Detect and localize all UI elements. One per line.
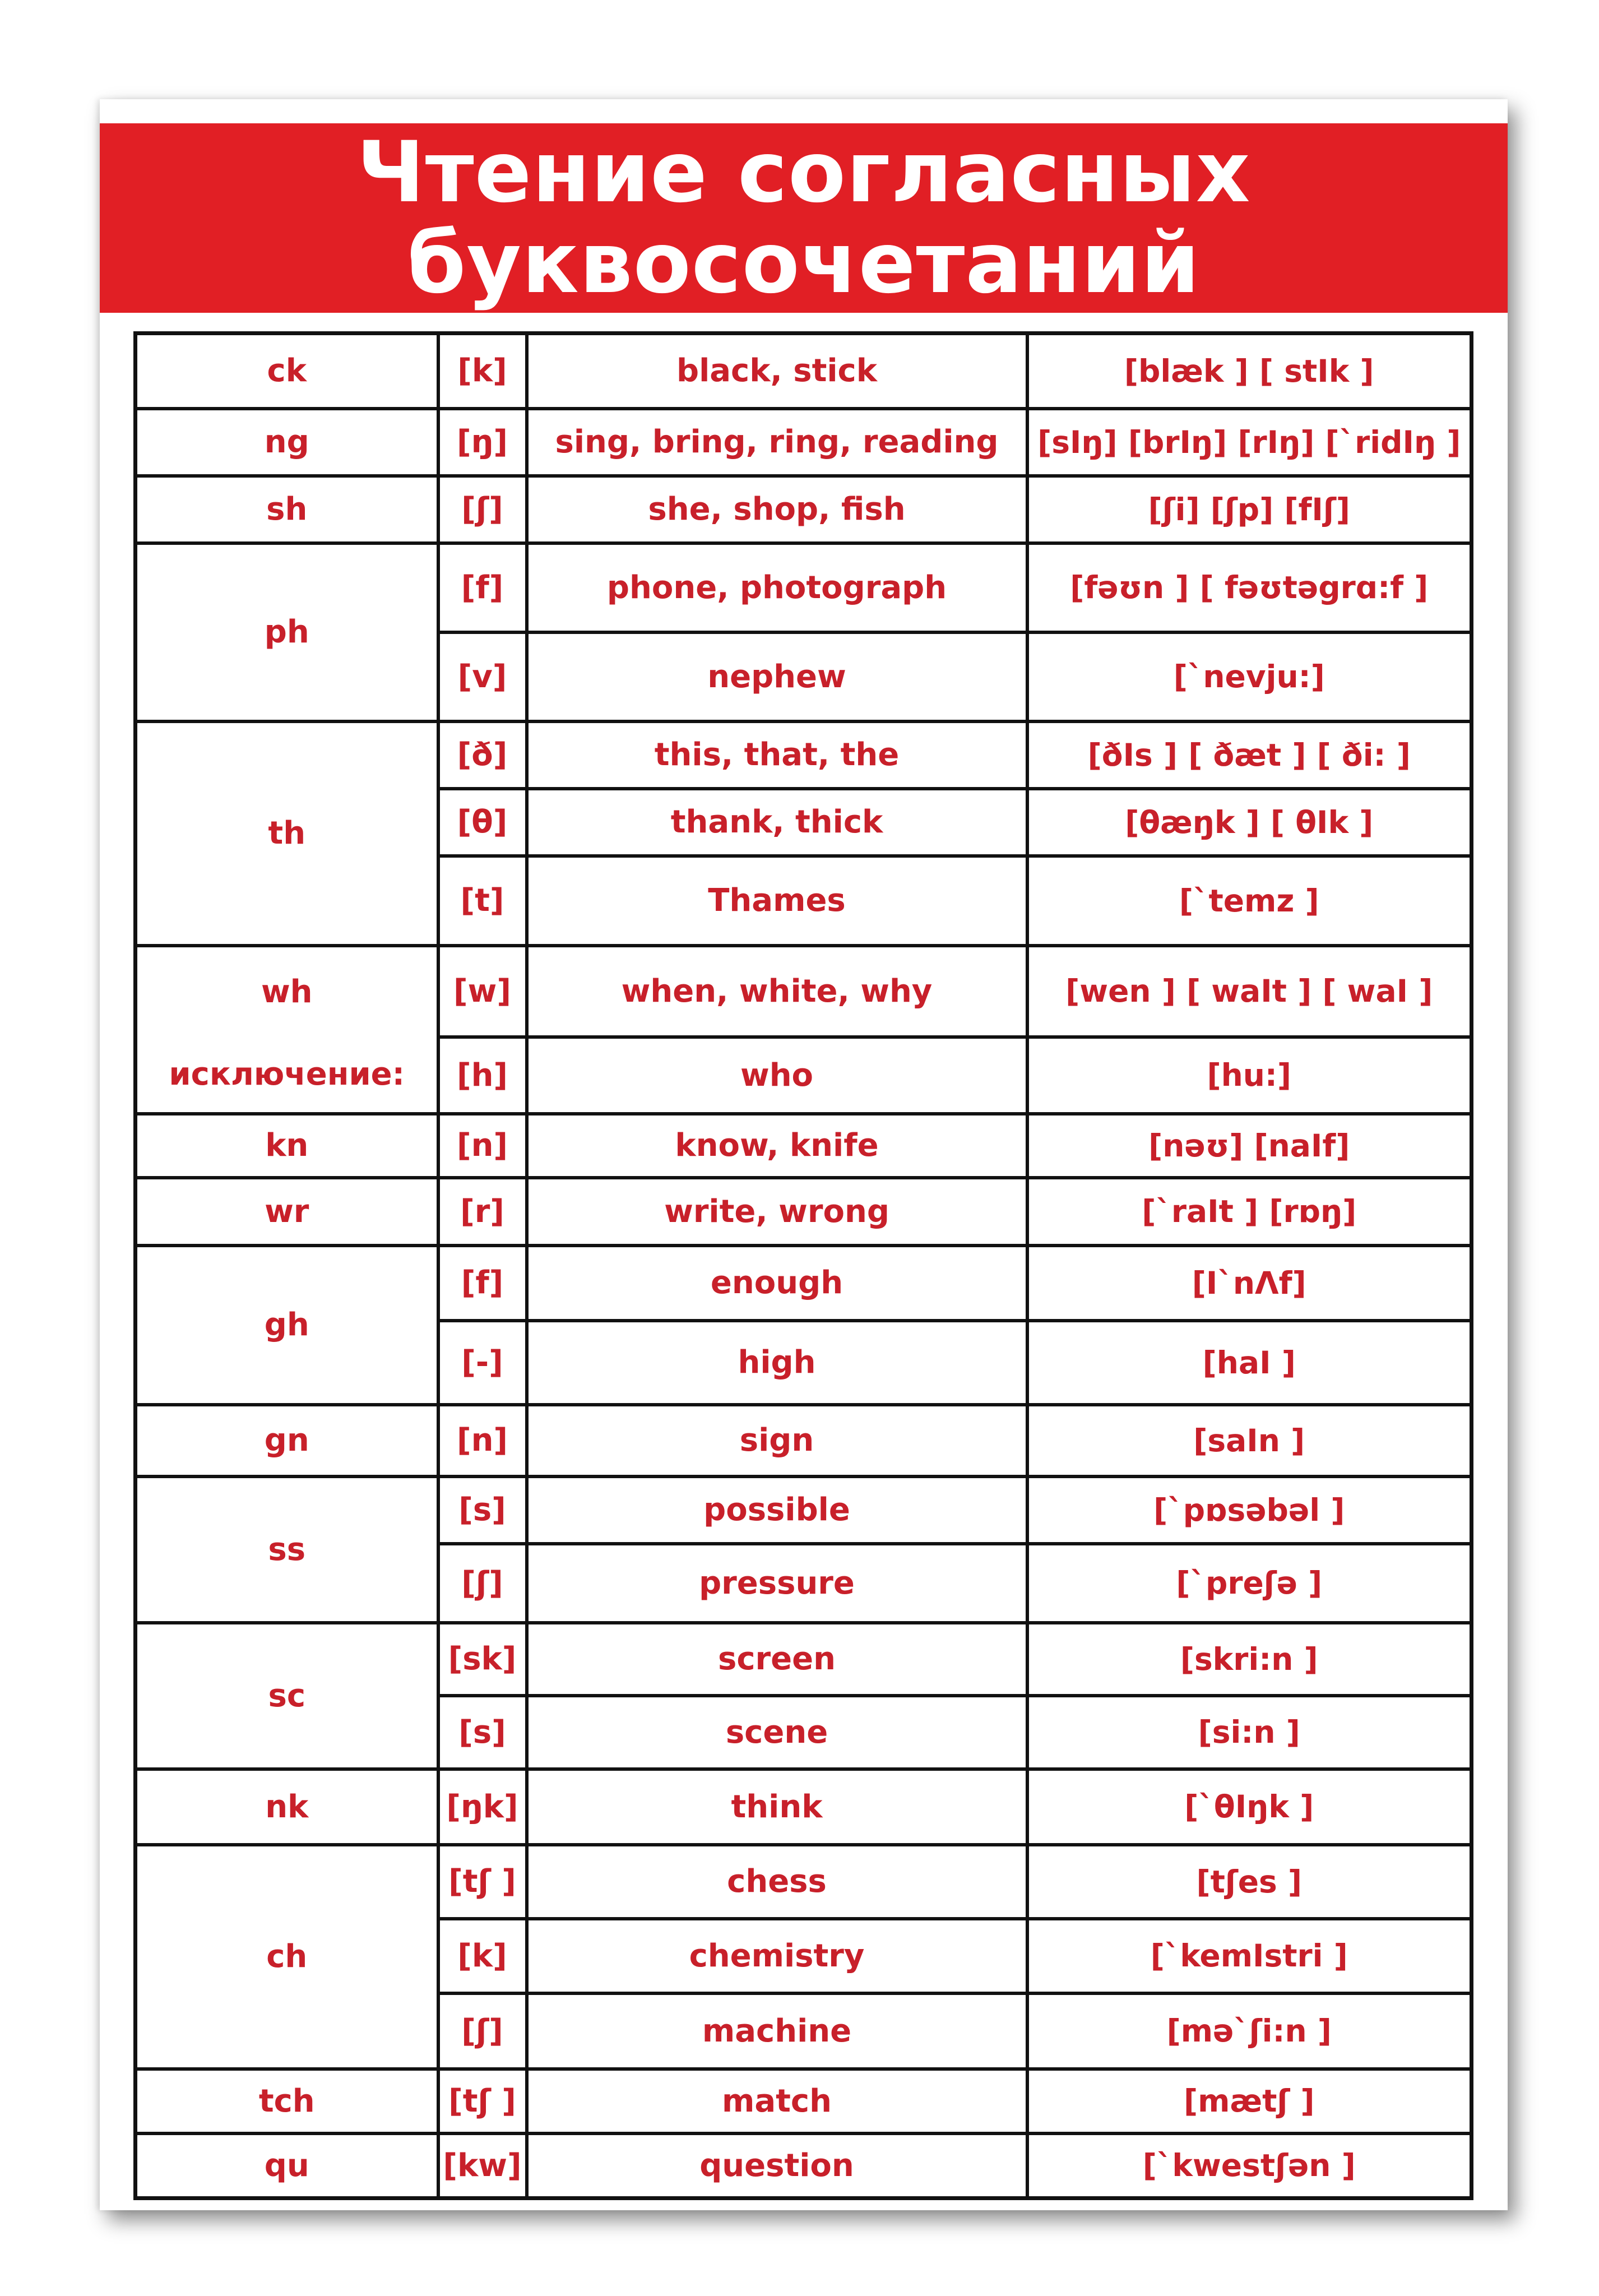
example-words-cell: sing, bring, ring, reading	[527, 409, 1027, 476]
sound-cell: [n]	[438, 1405, 527, 1476]
letter-combination-cell: ss	[136, 1476, 438, 1623]
example-words-cell: match	[527, 2069, 1027, 2133]
transcription-cell: [mætʃ ]	[1027, 2069, 1472, 2133]
example-words-cell: enough	[527, 1246, 1027, 1321]
sound-cell: [sk]	[438, 1623, 527, 1696]
letter-combination-cell	[136, 946, 438, 1114]
sound-cell: [t]	[438, 856, 527, 946]
example-words-cell: Thames	[527, 856, 1027, 946]
sound-cell: [-]	[438, 1321, 527, 1405]
example-words-cell: sign	[527, 1405, 1027, 1476]
table-row	[136, 1845, 1472, 1919]
transcription-cell: [saIn ]	[1027, 1405, 1472, 1476]
sound-cell: [s]	[438, 1696, 527, 1769]
letter-combination-cell: qu	[136, 2133, 438, 2198]
sound-cell: [kw]	[438, 2133, 527, 2198]
transcription-cell: [`raIt ] [rɒŋ]	[1027, 1178, 1472, 1246]
letter-combination-cell: ck	[136, 334, 438, 409]
example-words-cell: write, wrong	[527, 1178, 1027, 1246]
example-words-cell: scene	[527, 1696, 1027, 1769]
example-words-cell: when, white, why	[527, 946, 1027, 1037]
transcription-cell: [`kemIstri ]	[1027, 1919, 1472, 1993]
sound-cell: [ŋk]	[438, 1769, 527, 1845]
transcription-cell: [I`nΛf]	[1027, 1246, 1472, 1321]
sound-cell: [w]	[438, 946, 527, 1037]
table-row	[136, 2133, 1472, 2198]
sound-cell: [r]	[438, 1178, 527, 1246]
table-row	[136, 1476, 1472, 1544]
transcription-cell: [skri:n ]	[1027, 1623, 1472, 1696]
sound-cell: [θ]	[438, 789, 527, 856]
transcription-cell: [sIŋ] [brIŋ] [rIŋ] [`ridIŋ ]	[1027, 409, 1472, 476]
sound-cell: [k]	[438, 1919, 527, 1993]
transcription-cell: [nəʊ] [naIf]	[1027, 1114, 1472, 1178]
table-row	[136, 476, 1472, 543]
letter-combination: wh	[261, 974, 313, 1010]
transcription-cell: [`pɒsəbəl ]	[1027, 1476, 1472, 1544]
letter-combination-cell: ph	[136, 543, 438, 721]
transcription-cell: [məˋʃi:n ]	[1027, 1993, 1472, 2069]
table-body	[136, 334, 1472, 2198]
transcription-cell: [wen ] [ waIt ] [ waI ]	[1027, 946, 1472, 1037]
letter-combination-cell: ch	[136, 1845, 438, 2069]
letter-combination-cell: th	[136, 721, 438, 946]
sound-cell: [s]	[438, 1476, 527, 1544]
table-row	[136, 2069, 1472, 2133]
example-words-cell: thank, thick	[527, 789, 1027, 856]
transcription-cell: [`kwestʃən ]	[1027, 2133, 1472, 2198]
letter-combination-cell: kn	[136, 1114, 438, 1178]
sound-cell: [tʃ ]	[438, 1845, 527, 1919]
letter-combination-cell: gh	[136, 1246, 438, 1405]
table-row	[136, 543, 1472, 632]
example-words-cell: chemistry	[527, 1919, 1027, 1993]
example-words-cell: this, that, the	[527, 721, 1027, 789]
table-row	[136, 1623, 1472, 1696]
page-title-line-2: буквосочетаний	[407, 215, 1201, 312]
letter-combination-cell: wr	[136, 1178, 438, 1246]
table-row	[136, 1114, 1472, 1178]
example-words-cell: think	[527, 1769, 1027, 1845]
page-title-line-1: Чтение согласных	[356, 124, 1251, 221]
example-words-cell: black, stick	[527, 334, 1027, 409]
example-words-cell: who	[527, 1037, 1027, 1114]
transcription-cell: [`temz ]	[1027, 856, 1472, 946]
transcription-cell: [`nevju:]	[1027, 632, 1472, 721]
letter-combinations-table	[133, 331, 1473, 2200]
sound-cell: [ʃ]	[438, 476, 527, 543]
example-words-cell: question	[527, 2133, 1027, 2198]
letter-combination-cell: sh	[136, 476, 438, 543]
transcription-cell: [tʃes ]	[1027, 1845, 1472, 1919]
sound-cell: [f]	[438, 1246, 527, 1321]
sound-cell: [ð]	[438, 721, 527, 789]
example-words-cell: pressure	[527, 1544, 1027, 1623]
transcription-cell: [si:n ]	[1027, 1696, 1472, 1769]
transcription-cell: [`preʃə ]	[1027, 1544, 1472, 1623]
transcription-cell: [fəʊn ] [ fəʊtəgrɑ:f ]	[1027, 543, 1472, 632]
example-words-cell: screen	[527, 1623, 1027, 1696]
letter-combination-cell: tch	[136, 2069, 438, 2133]
sound-cell: [tʃ ]	[438, 2069, 527, 2133]
sound-cell: [ʃ]	[438, 1544, 527, 1623]
letter-combination-cell: ng	[136, 409, 438, 476]
sound-cell: [k]	[438, 334, 527, 409]
example-words-cell: high	[527, 1321, 1027, 1405]
letter-combination-cell: gn	[136, 1405, 438, 1476]
table-row	[136, 334, 1472, 409]
exception-label: исключение:	[169, 1056, 405, 1093]
transcription-cell: [blæk ] [ stIk ]	[1027, 334, 1472, 409]
title-banner	[100, 123, 1508, 313]
transcription-cell: [`θIŋk ]	[1027, 1769, 1472, 1845]
poster-sheet	[100, 99, 1508, 2210]
table-row	[136, 721, 1472, 789]
sound-cell: [v]	[438, 632, 527, 721]
example-words-cell: phone, photograph	[527, 543, 1027, 632]
table-row	[136, 1769, 1472, 1845]
sound-cell: [ŋ]	[438, 409, 527, 476]
transcription-cell: [hu:]	[1027, 1037, 1472, 1114]
transcription-cell: [θæŋk ] [ θIk ]	[1027, 789, 1472, 856]
example-words-cell: chess	[527, 1845, 1027, 1919]
example-words-cell: nephew	[527, 632, 1027, 721]
sound-cell: [n]	[438, 1114, 527, 1178]
letter-combination-cell: sc	[136, 1623, 438, 1769]
table-row	[136, 1405, 1472, 1476]
table-row	[136, 409, 1472, 476]
table-row	[136, 946, 1472, 1037]
table-row	[136, 1178, 1472, 1246]
example-words-cell: she, shop, fish	[527, 476, 1027, 543]
table-row	[136, 1246, 1472, 1321]
transcription-cell: [ðIs ] [ ðæt ] [ ði: ]	[1027, 721, 1472, 789]
sound-cell: [ʃ]	[438, 1993, 527, 2069]
transcription-cell: [haI ]	[1027, 1321, 1472, 1405]
letter-combination-cell: nk	[136, 1769, 438, 1845]
example-words-cell: possible	[527, 1476, 1027, 1544]
sound-cell: [h]	[438, 1037, 527, 1114]
sound-cell: [f]	[438, 543, 527, 632]
transcription-cell: [ʃi] [ʃp] [fIʃ]	[1027, 476, 1472, 543]
example-words-cell: know, knife	[527, 1114, 1027, 1178]
example-words-cell: machine	[527, 1993, 1027, 2069]
